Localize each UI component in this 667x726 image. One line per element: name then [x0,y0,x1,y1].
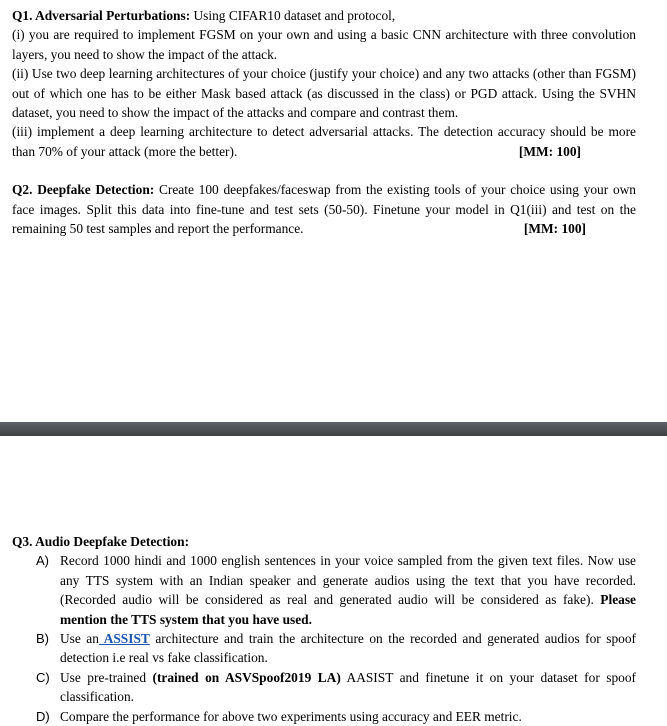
q1-part-iii: (iii) implement a deep learning architecture to detect adversarial attacks. The detection accuracy should be more than 70% of your attack (more the better). [12,124,636,159]
list-marker: D) [36,708,50,724]
q3-item-a [12,551,636,629]
spacer [12,161,636,180]
page-bottom-section [12,532,636,726]
q3-item-c-post: AASIST and finetune it on your dataset for spoof classification. [60,669,637,705]
q3-item-d-text: Compare the performance for above two experiments using accuracy and EER metric. [60,708,522,724]
list-marker: B) [36,631,49,647]
q3-item-a-bold: Please mention the TTS system that you have used. [60,592,636,627]
q3-title: Q3. Audio Deepfake Detection: [12,534,190,549]
q3-heading-line [12,532,636,551]
q3-item-c-pre: Use pre-trained [60,669,153,685]
q1-marks: [MM: 100] [518,143,581,159]
q1-heading-line [12,6,636,25]
page-break-divider [0,422,667,436]
q3-item-b-pre: Use an [60,631,99,647]
q2-block [12,180,636,238]
list-marker: A) [36,553,49,569]
q1-part-i: (i) you are required to implement FGSM on your own and using a basic CNN architecture with three convolution layers, you need to show the impact of the attack. [12,27,636,62]
q3-item-c [12,668,636,707]
q2-title: Q2. Deepfake Detection: [12,182,155,198]
list-marker: C) [36,669,50,685]
q3-item-a-text: Record 1000 hindi and 1000 english sentences in your voice sampled from the given text files. Now use any TTS system with an Indian speaker and generate audios using the text that you have recorded. (Recorded audio will be considered as real and generated audio will be considered as fake). [60,553,636,608]
q2-marks: [MM: 100] [523,221,586,237]
q1-part-iii-block [12,122,636,161]
q2-body: Create 100 deepfakes/faceswap from the existing tools of your choice using your own face images. Split this data into fine-tune and test sets (50-50). Finetune your model in Q1(iii) and test on the remaining 50 test samples and report the performance. [12,182,637,237]
q1-part-ii: (ii) Use two deep learning architectures of your choice (justify your choice) and any two attacks (other than FGSM) out of which one has to be either Mask based attack (as discussed in the class) or PGD attack. Using the SVHN dataset, you need to show the impact of the attacks and compare and contrast them. [12,66,636,121]
page-top-section [12,6,636,238]
assist-link[interactable]: ASSIST [98,631,150,647]
q3-item-d [12,707,636,726]
q3-item-b [12,629,636,668]
q1-intro: Using CIFAR10 dataset and protocol, [190,8,396,23]
q3-list [12,551,636,726]
q3-item-c-bold: (trained on ASVSpoof2019 LA) [152,669,341,685]
q3-item-b-post: architecture and train the architecture on the recorded and generated audios for spoof detection i.e real vs fake classification. [60,631,637,666]
q1-title: Q1. Adversarial Perturbations: [12,8,191,23]
